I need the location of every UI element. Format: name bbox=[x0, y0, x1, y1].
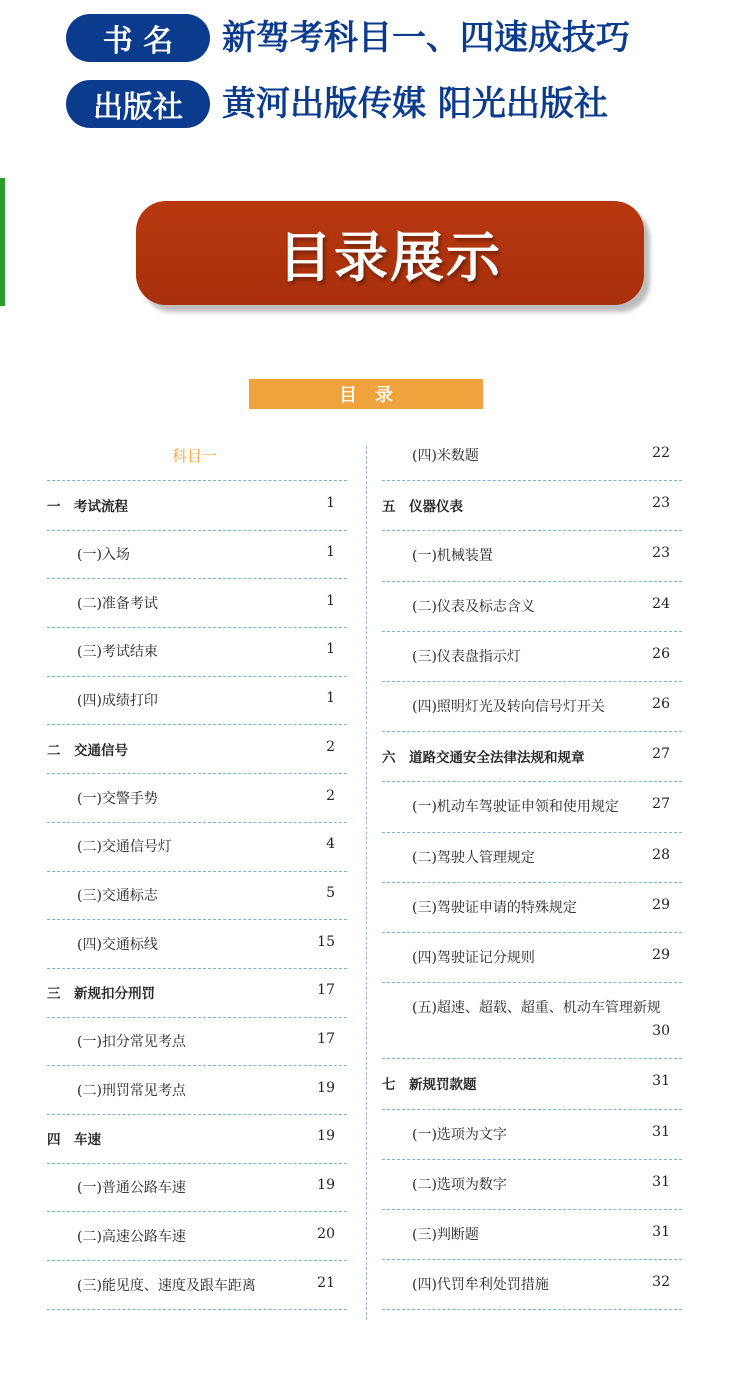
toc-entry-label: (三)交通标志 bbox=[77, 887, 158, 904]
toc-page-number: 27 bbox=[652, 796, 670, 813]
toc-entry-row bbox=[47, 871, 347, 921]
toc-entry-label: (四)交通标线 bbox=[77, 936, 158, 953]
toc-entry-row bbox=[47, 530, 347, 580]
toc-entry-row bbox=[382, 1109, 682, 1160]
toc-entry-label: (四)代罚牟利处罚措施 bbox=[412, 1277, 549, 1294]
toc-entry-label: (二)仪表及标志含义 bbox=[412, 598, 535, 615]
toc-entry-row bbox=[382, 1209, 682, 1260]
toc-entry-label: (一)交警手势 bbox=[77, 790, 158, 807]
toc-entry-row bbox=[382, 1259, 682, 1310]
title-badge-text: 书 名 bbox=[102, 24, 174, 59]
toc-entry-row bbox=[47, 919, 347, 969]
toc-entry-label: (一)机械装置 bbox=[412, 548, 493, 565]
toc-page-number: 31 bbox=[652, 1123, 670, 1140]
toc-page-number: 21 bbox=[317, 1274, 335, 1291]
toc-entry-label: (二)准备考试 bbox=[77, 595, 158, 612]
toc-page-number: 30 bbox=[652, 1023, 670, 1040]
publisher-name: 黄河出版传媒 阳光出版社 bbox=[222, 84, 608, 124]
toc-page-number: 23 bbox=[652, 545, 670, 562]
toc-chapter-row bbox=[47, 481, 347, 531]
toc-entry-label: (三)驾驶证申请的特殊规定 bbox=[412, 899, 577, 916]
toc-entry-label: 六 道路交通安全法律法规和规章 bbox=[382, 750, 585, 767]
toc-entry-row bbox=[382, 631, 682, 682]
toc-entry-label: (三)考试结束 bbox=[77, 644, 158, 661]
toc-entry-row bbox=[47, 676, 347, 726]
toc-left-column bbox=[47, 436, 347, 1316]
toc-chapter-row bbox=[382, 731, 682, 782]
toc-title bbox=[249, 379, 483, 409]
toc-page-number: 31 bbox=[652, 1073, 670, 1090]
toc-page-number: 26 bbox=[652, 645, 670, 662]
toc-entry-label: (二)刑罚常见考点 bbox=[77, 1082, 186, 1099]
toc-entry-label: (三)仪表盘指示灯 bbox=[412, 648, 521, 665]
toc-page-number: 19 bbox=[317, 1177, 335, 1194]
toc-entry-row bbox=[47, 1163, 347, 1213]
toc-page-number: 28 bbox=[652, 846, 670, 863]
accent-bar bbox=[0, 178, 5, 306]
toc-banner bbox=[136, 201, 644, 305]
toc-chapter-row bbox=[382, 1058, 682, 1109]
toc-entry-row bbox=[47, 773, 347, 823]
toc-page-number: 19 bbox=[317, 1128, 335, 1145]
toc-page-number: 5 bbox=[326, 884, 335, 901]
toc-right-column bbox=[382, 430, 682, 1320]
toc-entry-label: 一 考试流程 bbox=[47, 499, 128, 516]
toc-page-number: 31 bbox=[652, 1173, 670, 1190]
toc-page-number: 17 bbox=[317, 1031, 335, 1048]
toc-page-number: 22 bbox=[652, 445, 670, 462]
section-heading: 科目一 bbox=[172, 447, 218, 465]
banner-text: 目录展示 bbox=[278, 225, 502, 289]
toc-entry-row bbox=[47, 578, 347, 628]
toc-chapter-row bbox=[47, 968, 347, 1018]
toc-entry-label: (四)米数题 bbox=[412, 448, 479, 465]
book-title: 新驾考科目一、四速成技巧 bbox=[222, 18, 630, 58]
toc-entry-label: 四 车速 bbox=[47, 1132, 101, 1149]
toc-entry-label: 二 交通信号 bbox=[47, 742, 128, 759]
toc-entry-row bbox=[382, 932, 682, 983]
toc-page-number: 1 bbox=[326, 690, 335, 707]
toc-entry-label: (五)超速、超载、超重、机动车管理新规 bbox=[412, 1000, 661, 1017]
toc-page-number: 1 bbox=[326, 495, 335, 512]
toc-page-number: 19 bbox=[317, 1079, 335, 1096]
toc-entry-label: (二)驾驶人管理规定 bbox=[412, 849, 535, 866]
toc-page-number: 1 bbox=[326, 544, 335, 561]
toc-entry-label: (三)判断题 bbox=[412, 1227, 479, 1244]
publisher-badge bbox=[66, 80, 210, 128]
toc-entry-row bbox=[382, 832, 682, 883]
toc-page-number: 26 bbox=[652, 696, 670, 713]
toc-entry-label: 三 新规扣分刑罚 bbox=[47, 986, 155, 1003]
toc-page-number: 15 bbox=[317, 933, 335, 950]
toc-entry-label: (二)高速公路车速 bbox=[77, 1228, 186, 1245]
column-divider bbox=[366, 446, 367, 1320]
toc-page-number: 2 bbox=[326, 738, 335, 755]
toc-chapter-row bbox=[382, 480, 682, 531]
toc-entry-label: (四)成绩打印 bbox=[77, 693, 158, 710]
toc-entry-label: (一)入场 bbox=[77, 547, 130, 564]
toc-entry-label: (二)选项为数字 bbox=[412, 1176, 507, 1193]
toc-page-number: 31 bbox=[652, 1224, 670, 1241]
toc-entry-label: (一)机动车驾驶证申领和使用规定 bbox=[412, 799, 619, 816]
toc-entry-row bbox=[382, 1159, 682, 1210]
toc-page-number: 20 bbox=[317, 1225, 335, 1242]
toc-page-number: 24 bbox=[652, 595, 670, 612]
toc-chapter-row bbox=[47, 725, 347, 775]
toc-entry-label: (一)选项为文字 bbox=[412, 1126, 507, 1143]
toc-entry-row bbox=[382, 581, 682, 632]
toc-entry-row bbox=[47, 1065, 347, 1115]
publisher-badge-text: 出版社 bbox=[93, 90, 183, 125]
toc-entry-row bbox=[47, 627, 347, 677]
toc-page-number: 32 bbox=[652, 1274, 670, 1291]
toc-page-number: 2 bbox=[326, 787, 335, 804]
toc-entry-label: (二)交通信号灯 bbox=[77, 839, 172, 856]
toc-entry-label: (四)驾驶证记分规则 bbox=[412, 950, 535, 967]
toc-page-number: 17 bbox=[317, 982, 335, 999]
toc-page-number: 1 bbox=[326, 641, 335, 658]
toc-entry-row bbox=[47, 1212, 347, 1262]
toc-page-number: 29 bbox=[652, 896, 670, 913]
toc-entry-row bbox=[382, 530, 682, 581]
toc-entry-row bbox=[382, 781, 682, 832]
toc-title-text: 目 录 bbox=[339, 385, 393, 406]
toc-entry-row bbox=[47, 1017, 347, 1067]
toc-entry-row bbox=[47, 822, 347, 872]
toc-entry-label: (一)扣分常见考点 bbox=[77, 1034, 186, 1051]
toc-page-number: 27 bbox=[652, 746, 670, 763]
title-badge bbox=[66, 14, 210, 62]
toc-entry-label: 五 仪器仪表 bbox=[382, 499, 463, 516]
toc-entry-row bbox=[47, 1260, 347, 1310]
toc-entry-label: (四)照明灯光及转向信号灯开关 bbox=[412, 699, 605, 716]
toc-page-number: 1 bbox=[326, 592, 335, 609]
toc-entry-row bbox=[382, 982, 682, 1059]
toc-entry-label: (三)能见度、速度及跟车距离 bbox=[77, 1277, 256, 1294]
toc-page-number: 29 bbox=[652, 947, 670, 964]
toc-entry-row bbox=[382, 681, 682, 732]
toc-entry-label: 七 新规罚款题 bbox=[382, 1077, 477, 1094]
toc-entry-row bbox=[382, 882, 682, 933]
toc-entry-row bbox=[382, 430, 682, 481]
toc-page-number: 23 bbox=[652, 495, 670, 512]
toc-page-number: 4 bbox=[326, 836, 335, 853]
toc-chapter-row bbox=[47, 1114, 347, 1164]
toc-entry-label: (一)普通公路车速 bbox=[77, 1180, 186, 1197]
